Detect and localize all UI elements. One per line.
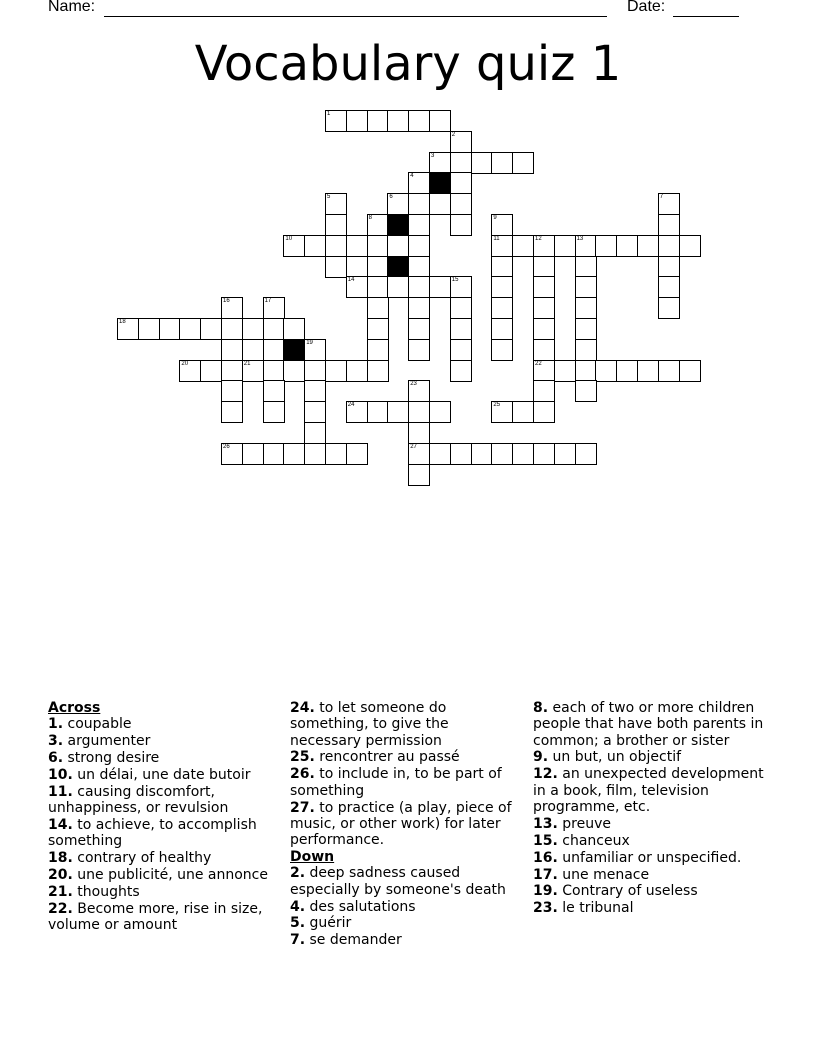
grid-cell[interactable]	[408, 401, 430, 423]
grid-cell[interactable]	[450, 172, 472, 194]
clue-number: 12	[535, 235, 542, 242]
clue-text: strong desire	[67, 750, 160, 767]
grid-cell[interactable]	[491, 297, 513, 319]
grid-cell[interactable]	[346, 276, 368, 298]
grid-cell[interactable]	[263, 401, 285, 423]
grid-cell[interactable]	[554, 360, 576, 382]
grid-cell[interactable]	[346, 110, 368, 132]
clues-column-3	[533, 700, 768, 917]
clue-num: 21.	[48, 884, 73, 901]
grid-cell[interactable]	[325, 193, 347, 215]
clue-number: 14	[347, 277, 355, 284]
grid-cell[interactable]	[346, 235, 368, 257]
grid-cell[interactable]	[533, 235, 555, 257]
clue-text: causing discomfort, unhappiness, or revulsion	[48, 783, 229, 817]
grid-cell[interactable]	[304, 339, 326, 361]
clue-num: 10.	[48, 766, 73, 783]
grid-cell[interactable]	[575, 380, 597, 402]
grid-cell[interactable]	[304, 235, 326, 257]
clue-number: 21	[243, 360, 251, 367]
grid-cell[interactable]	[408, 235, 430, 257]
grid-cell[interactable]	[491, 235, 513, 257]
grid-cell[interactable]	[263, 360, 285, 382]
grid-cell[interactable]	[263, 443, 285, 465]
grid-cell[interactable]	[221, 380, 243, 402]
grid-cell[interactable]	[491, 318, 513, 340]
grid-cell[interactable]	[491, 276, 513, 298]
clue-number: 16	[223, 298, 230, 305]
block-cell	[429, 172, 451, 194]
clue-item	[533, 883, 768, 899]
grid-cell[interactable]	[491, 401, 513, 423]
grid-cell[interactable]	[575, 360, 597, 382]
grid-cell[interactable]	[367, 256, 389, 278]
grid-cell[interactable]	[658, 193, 680, 215]
grid-cell[interactable]	[325, 110, 347, 132]
clue-number: 15	[451, 277, 459, 284]
grid-cell[interactable]	[450, 297, 472, 319]
grid-cell[interactable]	[283, 443, 305, 465]
grid-cell[interactable]	[367, 276, 389, 298]
grid-cell[interactable]	[346, 443, 368, 465]
clue-text: argumenter	[67, 733, 151, 750]
grid-cell[interactable]	[554, 443, 576, 465]
clue-num: 16.	[533, 849, 558, 866]
clue-number: 7	[659, 194, 664, 201]
grid-cell[interactable]	[658, 276, 680, 298]
grid-cell[interactable]	[471, 443, 493, 465]
grid-cell[interactable]	[200, 318, 222, 340]
grid-cell[interactable]	[387, 276, 409, 298]
grid-cell[interactable]	[304, 360, 326, 382]
grid-cell[interactable]	[221, 297, 243, 319]
clue-num: 7.	[290, 932, 306, 949]
grid-cell[interactable]	[595, 360, 617, 382]
clue-num: 24.	[290, 700, 315, 716]
clue-item	[533, 867, 768, 883]
clue-num: 20.	[48, 867, 73, 884]
clue-number: 10	[285, 235, 293, 242]
grid-cell[interactable]	[221, 360, 243, 382]
grid-cell[interactable]	[533, 360, 555, 382]
grid-cell[interactable]	[575, 276, 597, 298]
grid-cell[interactable]	[658, 235, 680, 257]
clue-number: 25	[493, 402, 501, 409]
grid-cell[interactable]	[679, 235, 701, 257]
clue-num: 1.	[48, 716, 64, 733]
clue-text: se demander	[309, 932, 402, 949]
grid-cell[interactable]	[491, 214, 513, 236]
grid-cell[interactable]	[533, 380, 555, 402]
grid-cell[interactable]	[512, 235, 534, 257]
grid-cell[interactable]	[367, 214, 389, 236]
grid-cell[interactable]	[200, 360, 222, 382]
block-cell	[387, 214, 409, 236]
clue-text: to let someone do something, to give the necessary permission	[290, 700, 449, 749]
clue-num: 18.	[48, 850, 73, 867]
clue-num: 25.	[290, 749, 315, 766]
clue-number: 26	[223, 443, 230, 450]
grid-cell[interactable]	[304, 443, 326, 465]
clue-number: 20	[181, 360, 189, 367]
clue-number: 19	[306, 339, 313, 346]
grid-cell[interactable]	[283, 235, 305, 257]
grid-cell[interactable]	[408, 318, 430, 340]
clue-num: 17.	[533, 866, 558, 883]
grid-cell[interactable]	[450, 339, 472, 361]
grid-cell[interactable]	[408, 422, 430, 444]
clue-number: 22	[535, 360, 542, 367]
clue-number: 3	[431, 152, 435, 159]
clue-num: 15.	[533, 832, 558, 849]
grid-cell[interactable]	[429, 110, 451, 132]
grid-cell[interactable]	[367, 297, 389, 319]
grid-cell[interactable]	[263, 339, 285, 361]
clue-num: 11.	[48, 783, 73, 800]
clue-item	[290, 899, 520, 915]
date-label: Date:	[627, 0, 666, 15]
clue-number: 9	[493, 215, 497, 221]
clue-text: Become more, rise in size, volume or amount	[48, 900, 263, 934]
clue-item	[290, 766, 520, 799]
grid-cell[interactable]	[429, 152, 451, 174]
grid-cell[interactable]	[533, 339, 555, 361]
grid-cell[interactable]	[325, 443, 347, 465]
grid-cell[interactable]	[408, 193, 430, 215]
grid-cell[interactable]	[263, 380, 285, 402]
grid-cell[interactable]	[221, 443, 243, 465]
clue-item	[290, 700, 520, 749]
grid-cell[interactable]	[408, 464, 430, 486]
grid-cell[interactable]	[512, 152, 534, 174]
grid-cell[interactable]	[533, 401, 555, 423]
grid-cell[interactable]	[658, 256, 680, 278]
grid-cell[interactable]	[367, 110, 389, 132]
grid-cell[interactable]	[138, 318, 160, 340]
grid-cell[interactable]	[429, 443, 451, 465]
page-title: Vocabulary quiz 1	[194, 36, 622, 92]
grid-cell[interactable]	[159, 318, 181, 340]
grid-cell[interactable]	[450, 193, 472, 215]
grid-cell[interactable]	[387, 235, 409, 257]
clue-text: unfamiliar or unspecified.	[562, 849, 742, 866]
grid-cell[interactable]	[221, 318, 243, 340]
grid-cell[interactable]	[658, 360, 680, 382]
clue-num: 9.	[533, 749, 549, 766]
clues-column-2	[290, 700, 520, 949]
grid-cell[interactable]	[533, 297, 555, 319]
grid-cell[interactable]	[304, 380, 326, 402]
grid-cell[interactable]	[429, 401, 451, 423]
clue-item	[290, 749, 520, 765]
grid-cell[interactable]	[408, 214, 430, 236]
clue-num: 5.	[290, 915, 306, 932]
grid-cell[interactable]	[263, 318, 285, 340]
clue-item	[290, 915, 520, 931]
grid-cell[interactable]	[179, 318, 201, 340]
grid-cell[interactable]	[325, 235, 347, 257]
clue-number: 5	[327, 194, 331, 201]
grid-cell[interactable]	[429, 193, 451, 215]
grid-cell[interactable]	[533, 443, 555, 465]
clue-item	[48, 817, 276, 850]
grid-cell[interactable]	[450, 214, 472, 236]
grid-cell[interactable]	[263, 297, 285, 319]
grid-cell[interactable]	[450, 360, 472, 382]
grid-cell[interactable]	[450, 276, 472, 298]
grid-cell[interactable]	[408, 339, 430, 361]
clue-text: chanceux	[562, 832, 630, 849]
grid-cell[interactable]	[595, 235, 617, 257]
grid-cell[interactable]	[367, 339, 389, 361]
clue-text: Contrary of useless	[562, 883, 698, 900]
grid-cell[interactable]	[575, 256, 597, 278]
grid-cell[interactable]	[325, 256, 347, 278]
clue-num: 4.	[290, 898, 306, 915]
grid-cell[interactable]	[346, 401, 368, 423]
grid-cell[interactable]	[616, 360, 638, 382]
clue-item	[290, 932, 520, 948]
grid-cell[interactable]	[658, 297, 680, 319]
grid-cell[interactable]	[283, 318, 305, 340]
clue-item	[533, 900, 768, 916]
grid-cell[interactable]	[429, 276, 451, 298]
clue-text: an unexpected development in a book, film, television programme, etc.	[533, 766, 764, 815]
name-label: Name:	[48, 0, 96, 15]
grid-cell[interactable]	[408, 276, 430, 298]
clue-num: 19.	[533, 883, 558, 900]
grid-cell[interactable]	[512, 401, 534, 423]
clue-item	[533, 816, 768, 832]
clue-item	[533, 850, 768, 866]
grid-cell[interactable]	[179, 360, 201, 382]
grid-cell[interactable]	[346, 360, 368, 382]
section-heading-down: Down	[290, 849, 335, 866]
grid-cell[interactable]	[346, 256, 368, 278]
grid-cell[interactable]	[221, 339, 243, 361]
grid-cell[interactable]	[450, 443, 472, 465]
grid-cell[interactable]	[242, 360, 264, 382]
clue-item	[48, 850, 276, 866]
clue-number: 6	[389, 194, 393, 201]
grid-cell[interactable]	[387, 401, 409, 423]
clue-num: 6.	[48, 750, 64, 767]
clue-number: 13	[576, 235, 584, 242]
clue-item	[48, 784, 276, 817]
grid-cell[interactable]	[491, 443, 513, 465]
grid-cell[interactable]	[221, 401, 243, 423]
grid-cell[interactable]	[283, 360, 305, 382]
clue-text: to include in, to be part of something	[290, 766, 502, 799]
clues-column-1	[48, 700, 276, 934]
clue-num: 26.	[290, 766, 315, 783]
grid-cell[interactable]	[387, 193, 409, 215]
grid-cell[interactable]	[117, 318, 139, 340]
clue-item	[48, 901, 276, 934]
clue-text: guérir	[309, 915, 352, 932]
grid-cell[interactable]	[658, 214, 680, 236]
grid-cell[interactable]	[408, 380, 430, 402]
clue-number: 24	[347, 402, 355, 409]
grid-cell[interactable]	[533, 318, 555, 340]
grid-cell[interactable]	[408, 443, 430, 465]
grid-cell[interactable]	[408, 256, 430, 278]
clue-text: rencontrer au passé	[319, 749, 460, 766]
clue-number: 27	[410, 443, 417, 450]
clue-text: une publicité, une annonce	[77, 867, 268, 884]
grid-cell[interactable]	[367, 401, 389, 423]
grid-cell[interactable]	[408, 172, 430, 194]
section-heading-across: Across	[48, 700, 101, 716]
clue-num: 13.	[533, 815, 558, 832]
clue-text: une menace	[562, 866, 650, 883]
grid-cell[interactable]	[491, 339, 513, 361]
grid-cell[interactable]	[679, 360, 701, 382]
grid-cell[interactable]	[325, 360, 347, 382]
grid-cell[interactable]	[325, 214, 347, 236]
grid-cell[interactable]	[575, 235, 597, 257]
clue-text: coupable	[67, 716, 132, 733]
grid-cell[interactable]	[575, 318, 597, 340]
clue-item	[48, 767, 276, 783]
clue-number: 17	[264, 298, 272, 305]
grid-cell[interactable]	[367, 318, 389, 340]
clue-text: deep sadness caused especially by someone's death	[290, 865, 506, 898]
clue-item	[48, 716, 276, 732]
grid-cell[interactable]	[367, 360, 389, 382]
clue-number: 11	[493, 235, 500, 242]
clue-number: 8	[368, 215, 372, 221]
grid-cell[interactable]	[491, 256, 513, 278]
clue-text: each of two or more children people that have both parents in common; a brother or sister	[533, 700, 764, 749]
clue-text: un but, un objectif	[552, 749, 682, 766]
clue-text: to achieve, to accomplish something	[48, 817, 257, 850]
grid-cell[interactable]	[533, 256, 555, 278]
clue-num: 2.	[290, 865, 306, 882]
clue-item	[533, 700, 768, 749]
clue-number: 23	[410, 381, 417, 388]
grid-cell[interactable]	[512, 443, 534, 465]
clue-num: 27.	[290, 799, 315, 816]
grid-cell[interactable]	[387, 110, 409, 132]
clue-item	[48, 733, 276, 749]
block-cell	[283, 339, 305, 361]
grid-cell[interactable]	[533, 276, 555, 298]
clue-number: 1	[327, 111, 331, 117]
clue-num: 3.	[48, 733, 64, 750]
clue-item	[290, 800, 520, 849]
clue-number: 18	[119, 319, 126, 325]
grid-cell[interactable]	[367, 235, 389, 257]
grid-cell[interactable]	[408, 110, 430, 132]
crossword-grid	[0, 0, 816, 500]
grid-cell[interactable]	[304, 401, 326, 423]
clue-text: thoughts	[77, 884, 140, 901]
grid-cell[interactable]	[450, 152, 472, 174]
clue-item	[48, 867, 276, 883]
grid-cell[interactable]	[554, 235, 576, 257]
clue-number: 2	[451, 131, 456, 138]
grid-cell[interactable]	[471, 152, 493, 174]
grid-cell[interactable]	[575, 339, 597, 361]
grid-cell[interactable]	[304, 422, 326, 444]
grid-cell[interactable]	[637, 360, 659, 382]
clue-item	[48, 884, 276, 900]
grid-cell[interactable]	[242, 443, 264, 465]
grid-cell[interactable]	[575, 443, 597, 465]
grid-cell[interactable]	[242, 318, 264, 340]
clue-item	[533, 833, 768, 849]
grid-cell[interactable]	[575, 297, 597, 319]
clue-text: un délai, une date butoir	[77, 766, 251, 783]
block-cell	[387, 256, 409, 278]
clue-text: preuve	[562, 815, 611, 832]
clue-text: contrary of healthy	[77, 850, 212, 867]
grid-cell[interactable]	[450, 131, 472, 153]
clue-item	[533, 749, 768, 765]
grid-cell[interactable]	[450, 318, 472, 340]
clue-num: 12.	[533, 766, 558, 783]
clue-number: 4	[410, 173, 414, 180]
clue-num: 23.	[533, 900, 558, 917]
grid-cell[interactable]	[637, 235, 659, 257]
clue-item	[48, 750, 276, 766]
clue-num: 8.	[533, 700, 549, 716]
grid-cell[interactable]	[408, 297, 430, 319]
clue-num: 22.	[48, 900, 73, 917]
clue-item	[533, 766, 768, 815]
grid-cell[interactable]	[616, 235, 638, 257]
clue-text: le tribunal	[562, 900, 634, 917]
clue-text: to practice (a play, piece of music, or other work) for later performance.	[290, 799, 512, 849]
clue-text: des salutations	[309, 898, 416, 915]
clue-item	[290, 865, 520, 898]
clue-num: 14.	[48, 817, 73, 834]
grid-cell[interactable]	[491, 152, 513, 174]
